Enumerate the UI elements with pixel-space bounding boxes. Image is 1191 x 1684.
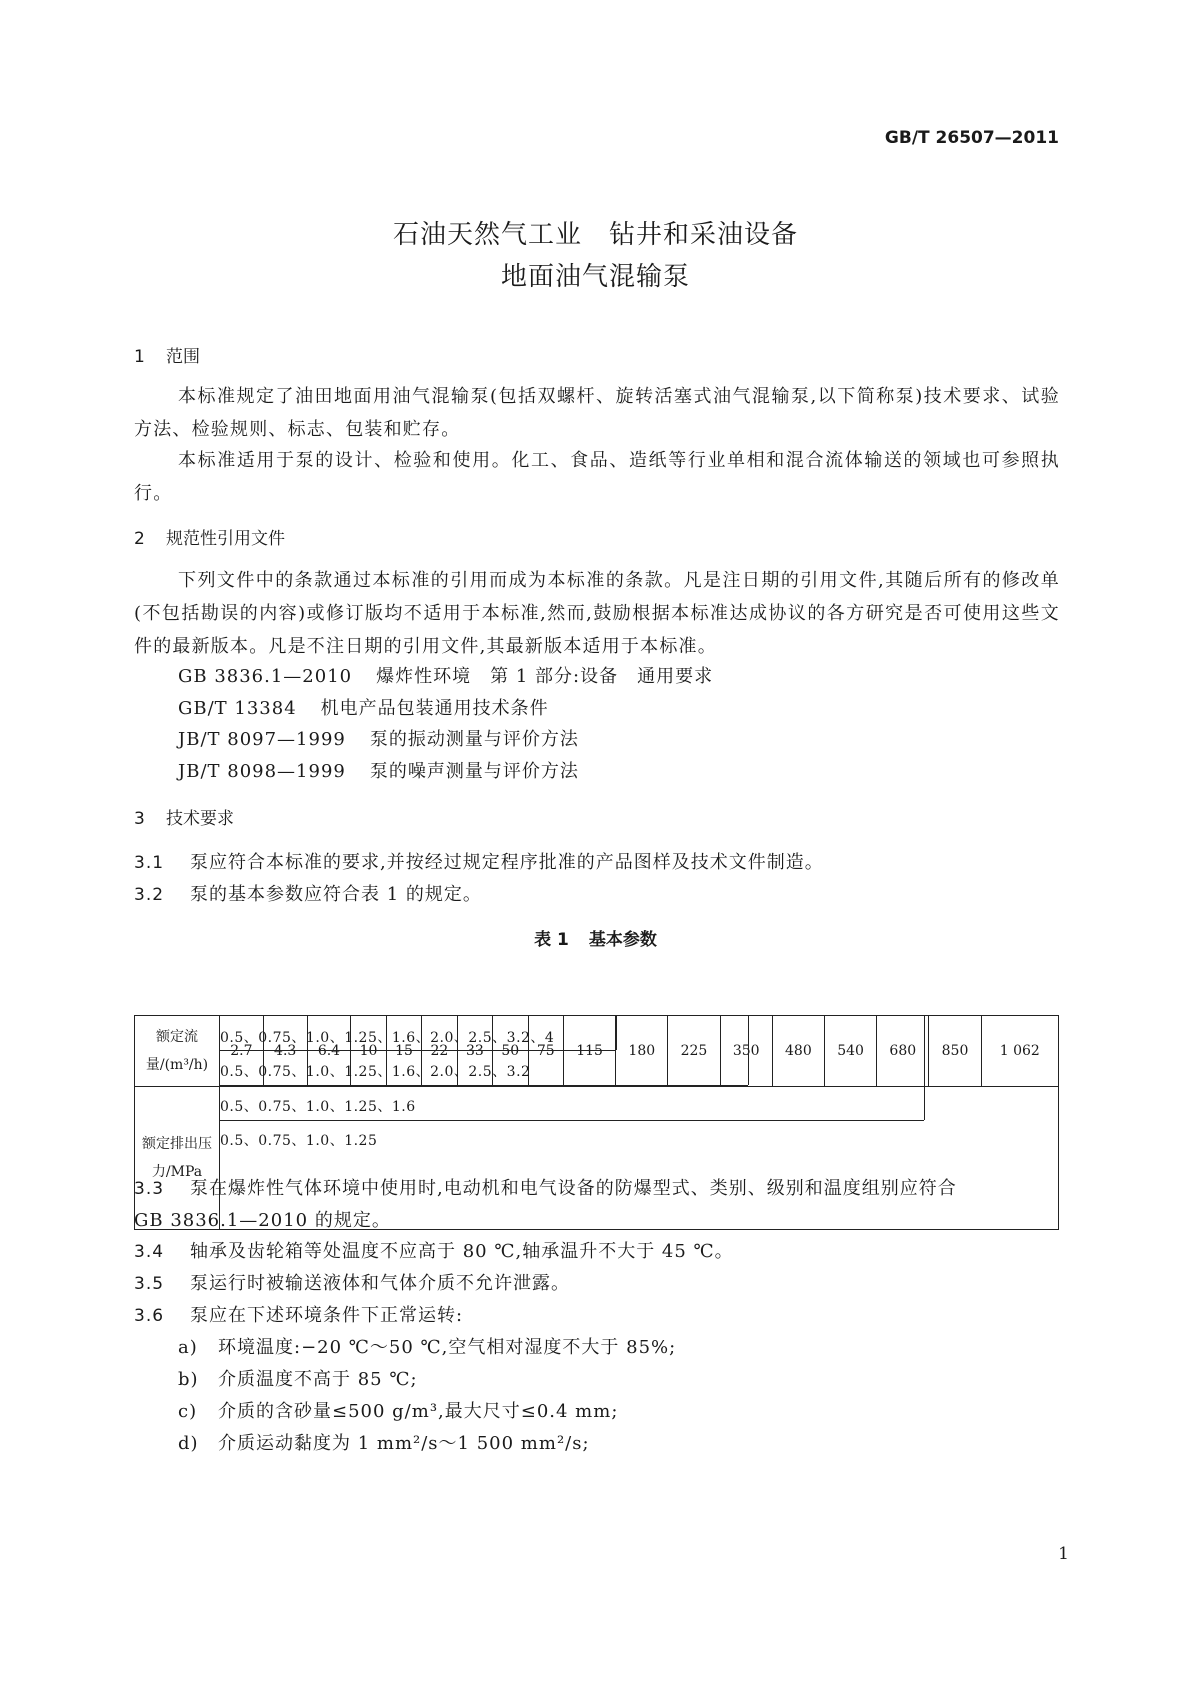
flow-cell: 15 [386,1016,421,1087]
clause-3-3 [134,1174,1060,1200]
reference-title: 爆炸性环境 第 1 部分:设备 通用要求 [376,666,714,687]
list-item [178,1333,676,1359]
clause-3-3-continued: GB 3836.1—2010 的规定。 [134,1210,391,1231]
clause-3-1 [134,848,824,874]
flow-cell: 4.3 [263,1016,307,1087]
reference-code: JB/T 8098—1999 [178,761,346,782]
clause-3-4 [134,1237,734,1263]
table-caption [0,925,1191,950]
flow-header: 额定流量/(m³/h) [145,1029,209,1073]
section-3-heading [134,804,234,829]
clause-text: 泵的基本参数应符合表 1 的规定。 [190,884,482,905]
pressure-row-2: 0.5、0.75、1.0、1.25、1.6、2.0、2.5、3.2 [220,1064,531,1080]
section-1-heading [134,342,200,367]
flow-cell: 180 [616,1016,668,1087]
clause-number: 3.3 [134,1179,165,1199]
section-1-paragraph-1: 本标准规定了油田地面用油气混输泵(包括双螺杆、旋转活塞式油气混输泵,以下简称泵)技术要求、试验方法、检验规则、标志、包装和贮存。 [134,386,1060,440]
reference-item [178,757,579,783]
list-item-label: d) [178,1433,199,1454]
table-number: 表 1 [534,930,569,950]
clause-text: 轴承及齿轮箱等处温度不应高于 80 ℃,轴承温升不大于 45 ℃。 [190,1241,734,1262]
section-2-paragraph-1: 下列文件中的条款通过本标准的引用而成为本标准的条款。凡是注日期的引用文件,其随后所有的修改单(不包括勘误的内容)或修订版均不适用于本标准,然而,鼓励根据本标准达成协议的各方研究是否可使用这些文件的最新版本。凡是不注日期的引用文件,其最新版本适用于本标准。 [134,570,1060,657]
flow-cell: 540 [824,1016,876,1087]
range-line-3 [219,1120,924,1121]
table-title: 基本参数 [588,930,657,950]
clause-3-2 [134,880,482,906]
range-line-2 [219,1085,748,1086]
list-item-text: 介质的含砂量≤500 g/m³,最大尺寸≤0.4 mm; [218,1401,619,1422]
flow-cell: 6.4 [307,1016,351,1087]
flow-cell: 10 [351,1016,386,1087]
clause-number: 3.1 [134,853,165,873]
flow-cell: 75 [528,1016,563,1087]
reference-code: JB/T 8097—1999 [178,729,346,750]
flow-cell: 680 [877,1016,929,1087]
document-title-line1: 石油天然气工业 钻井和采油设备 [392,220,798,250]
list-item [178,1397,618,1423]
range-edge-2 [748,1015,749,1085]
list-item-label: a) [178,1337,198,1358]
flow-cell: 33 [457,1016,492,1087]
flow-header-cell [135,1016,220,1087]
section-2-heading [134,524,285,549]
section-number: 1 [134,347,145,367]
clause-text: 泵应在下述环境条件下正常运转: [190,1305,464,1326]
list-item-label: b) [178,1369,199,1390]
clause-text: 泵在爆炸性气体环境中使用时,电动机和电气设备的防爆型式、类别、级别和温度组别应符合 [190,1178,957,1199]
reference-item [178,694,549,720]
flow-cell: 115 [563,1016,615,1087]
flow-cell: 1 062 [981,1016,1058,1087]
range-edge-3 [924,1015,925,1120]
clause-number: 3.2 [134,885,165,905]
clause-3-6 [134,1301,463,1327]
section-title: 技术要求 [166,809,234,829]
range-line-1 [219,1050,616,1051]
pressure-header: 额定排出压力/MPa [142,1136,212,1180]
clause-text: 泵运行时被输送液体和气体介质不允许泄露。 [190,1273,570,1294]
section-number: 2 [134,529,145,549]
pressure-row-4: 0.5、0.75、1.0、1.25 [220,1133,378,1149]
section-number: 3 [134,809,145,829]
list-item [178,1429,590,1455]
flow-cell: 850 [929,1016,981,1087]
reference-code: GB/T 13384 [178,698,297,719]
pressure-row-3: 0.5、0.75、1.0、1.25、1.6 [220,1099,416,1115]
flow-cell: 480 [772,1016,824,1087]
clause-number: 3.5 [134,1274,165,1294]
flow-cell: 22 [422,1016,457,1087]
section-1-paragraph-2: 本标准适用于泵的设计、检验和使用。化工、食品、造纸等行业单相和混合流体输送的领域也可参照执行。 [134,450,1060,504]
clause-3-5 [134,1269,570,1295]
list-item-text: 环境温度:−20 ℃～50 ℃,空气相对湿度不大于 85%; [218,1337,677,1358]
list-item-label: c) [178,1401,198,1422]
document-title-line2: 地面油气混输泵 [500,262,690,292]
reference-code: GB 3836.1—2010 [178,666,353,687]
list-item [178,1365,418,1391]
section-title: 规范性引用文件 [166,529,285,549]
list-item-text: 介质运动黏度为 1 mm²/s～1 500 mm²/s; [218,1433,590,1454]
section-title: 范围 [166,347,200,367]
page-number: 1 [1058,1544,1069,1564]
flow-cell: 350 [720,1016,772,1087]
clause-number: 3.6 [134,1306,165,1326]
flow-cell: 2.7 [220,1016,264,1087]
standard-number: GB/T 26507—2011 [884,128,1059,148]
clause-number: 3.4 [134,1242,165,1262]
reference-item [178,725,579,751]
reference-title: 泵的噪声测量与评价方法 [369,761,579,782]
list-item-text: 介质温度不高于 85 ℃; [218,1369,418,1390]
reference-title: 泵的振动测量与评价方法 [369,729,579,750]
reference-title: 机电产品包装通用技术条件 [320,698,549,719]
clause-text: 泵应符合本标准的要求,并按经过规定程序批准的产品图样及技术文件制造。 [190,852,824,873]
flow-cell: 50 [493,1016,528,1087]
pressure-row-1: 0.5、0.75、1.0、1.25、1.6、2.0、2.5、3.2、4 [220,1030,555,1046]
reference-item [178,662,713,688]
flow-cell: 225 [668,1016,720,1087]
range-edge-1 [616,1015,617,1050]
